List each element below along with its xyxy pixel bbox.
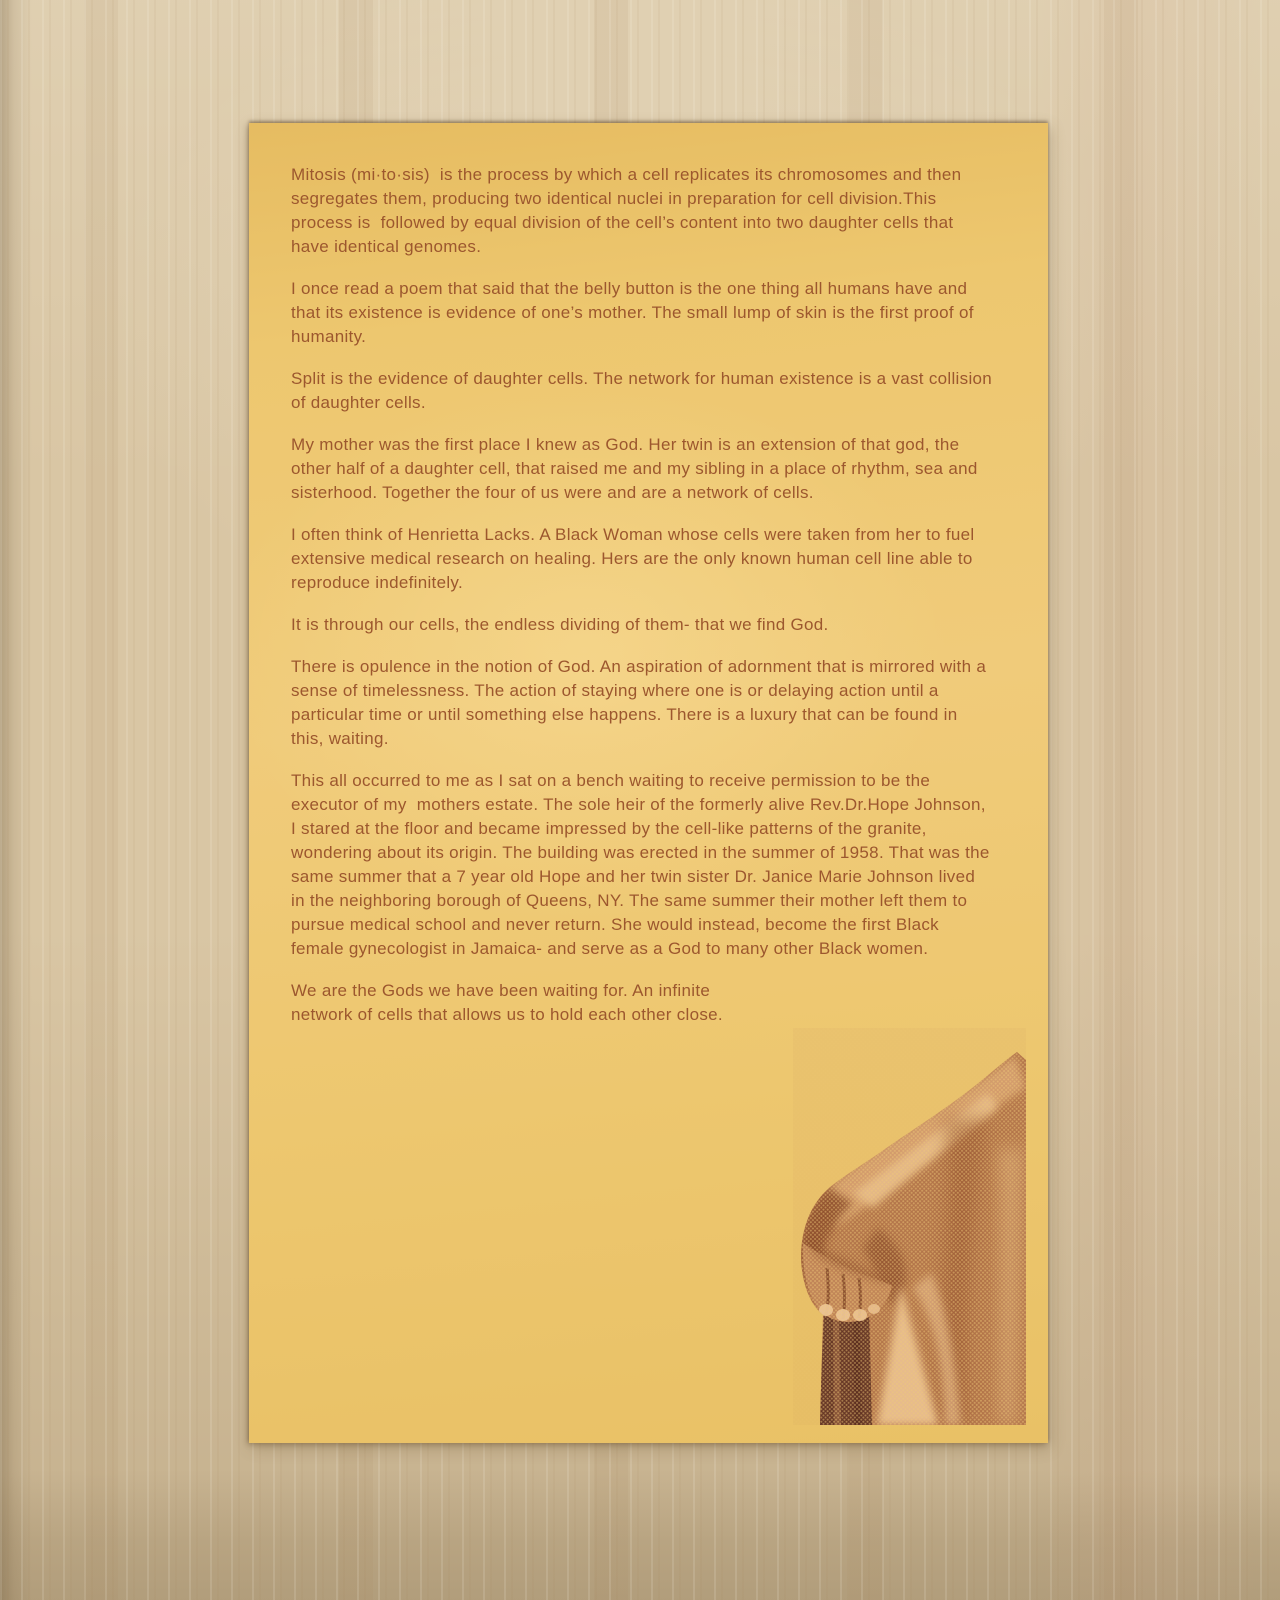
poem-paragraph-gods: We are the Gods we have been waiting for. An infinite network of cells that allows us to hold each other close.	[291, 981, 723, 1024]
poem-paragraph-henrietta: I often think of Henrietta Lacks. A Black Woman whose cells were taken from her to fuel extensive medical research on healing. Hers are the only known human cell line able to reproduce indefinitely.	[291, 525, 980, 592]
poster-paper	[249, 123, 1048, 1443]
poem-paragraph-cells-god: It is through our cells, the endless dividing of them- that we find God.	[291, 615, 829, 634]
poem-paragraph-bellybutton: I once read a poem that said that the belly button is the one thing all humans have and that its existence is evidence of one’s mother. The small lump of skin is the first proof of humanity.	[291, 279, 979, 346]
poem-paragraph-mitosis: Mitosis (mi·to·sis) is the process by which a cell replicates its chromosomes and then segregates them, producing two identical nuclei in preparation for cell division.This process is followed by equal division of the cell’s content into two daughter cells that have identical genomes.	[291, 165, 967, 256]
poem-paragraph-split: Split is the evidence of daughter cells. The network for human existence is a vast collision of daughter cells.	[291, 369, 998, 412]
poem-paragraph-bench: This all occurred to me as I sat on a bench waiting to receive permission to be the executor of my mothers estate. The sole heir of the formerly alive Rev.Dr.Hope Johnson, I stared at the floor and became impressed by the cell-like patterns of the granite, wondering about its origin. The building was erected in the summer of 1958. That was the same summer that a 7 year old Hope and her twin sister Dr. Janice Marie Johnson lived in the neighboring borough of Queens, NY. The same summer their mother left them to pursue medical school and never return. She would instead, become the first Black female gynecologist in Jamaica- and serve as a God to many other Black women.	[291, 771, 995, 958]
halftone-figure-image	[793, 1028, 1026, 1425]
poem-text	[291, 163, 998, 1045]
poem-paragraph-mother: My mother was the first place I knew as God. Her twin is an extension of that god, the other half of a daughter cell, that raised me and my sibling in a place of rhythm, sea and sisterhood. Together the four of us were and are a network of cells.	[291, 435, 983, 502]
poem-paragraph-opulence: There is opulence in the notion of God. An aspiration of adornment that is mirrored with a sense of timelessness. The action of staying where one is or delaying action until a particular time or until something else happens. There is a luxury that can be found in this, waiting.	[291, 657, 992, 748]
